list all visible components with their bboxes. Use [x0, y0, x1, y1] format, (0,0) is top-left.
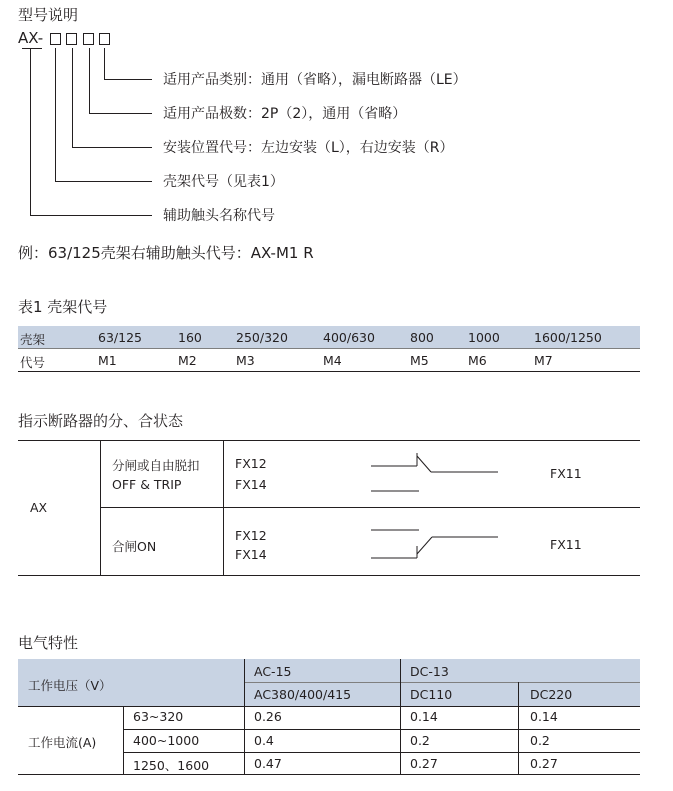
table1-title: 表1 壳架代号: [18, 298, 108, 316]
elec-row-ac: 0.4: [254, 733, 274, 748]
elec-row-dc110: 0.14: [410, 709, 438, 724]
elec-sub-ac: AC380/400/415: [254, 687, 352, 702]
elec-row-range: 63~320: [133, 709, 184, 724]
code-box-1: [50, 33, 61, 45]
t1-header-cell: 63/125: [98, 330, 142, 345]
elec-voltage-label: 工作电压（V）: [28, 678, 112, 693]
code-box-3: [83, 33, 94, 45]
t1-header-cell: 400/630: [323, 330, 375, 345]
state-row2-term2: FX14: [235, 547, 267, 562]
t1-code-cell: M6: [468, 353, 487, 368]
code-box-2: [66, 33, 77, 45]
model-heading: 型号说明: [18, 6, 79, 24]
state-title: 指示断路器的分、合状态: [18, 412, 184, 430]
elec-title: 电气特性: [18, 634, 79, 652]
contact-closed-symbol: [365, 520, 505, 570]
contact-open-symbol: [365, 450, 505, 500]
state-model-label: AX: [30, 500, 48, 515]
t1-header-cell: 800: [410, 330, 434, 345]
t1-code-cell: M5: [410, 353, 429, 368]
t1-code-cell: M1: [98, 353, 117, 368]
t1-header-cell: 250/320: [236, 330, 288, 345]
model-item-category: 适用产品类别：通用（省略），漏电断路器（LE）: [163, 72, 467, 88]
state-row1-label2: OFF & TRIP: [112, 477, 182, 492]
model-prefix: AX-: [18, 29, 44, 47]
state-row2-term3: FX11: [550, 537, 582, 552]
elec-sub-dc220: DC220: [530, 687, 573, 702]
state-row1-term3: FX11: [550, 466, 582, 481]
t1-header-cell: 壳架: [20, 332, 46, 347]
t1-header-cell: 160: [178, 330, 202, 345]
elec-row-dc110: 0.2: [410, 733, 430, 748]
elec-row-range: 1250、1600: [133, 758, 210, 773]
t1-code-cell: 代号: [20, 355, 46, 370]
state-row2-term1: FX12: [235, 528, 267, 543]
model-item-poles: 适用产品极数：2P（2），通用（省略）: [163, 106, 407, 122]
elec-ac-header: AC-15: [254, 664, 292, 679]
model-item-frame: 壳架代号（见表1）: [163, 174, 284, 190]
elec-dc-header: DC-13: [410, 664, 449, 679]
elec-row-dc110: 0.27: [410, 756, 438, 771]
elec-sub-dc110: DC110: [410, 687, 453, 702]
state-row2-label1: 合闸ON: [112, 539, 157, 554]
t1-code-cell: M7: [534, 353, 553, 368]
state-row1-term1: FX12: [235, 456, 267, 471]
elec-row-ac: 0.26: [254, 709, 282, 724]
t1-code-cell: M3: [236, 353, 255, 368]
elec-row-range: 400~1000: [133, 733, 200, 748]
model-item-position: 安装位置代号：左边安装（L），右边安装（R）: [163, 140, 454, 156]
code-box-4: [99, 33, 110, 45]
elec-row-dc220: 0.27: [530, 756, 558, 771]
t1-header-cell: 1000: [468, 330, 500, 345]
model-example: 例：63/125壳架右辅助触头代号：AX-M1 R: [18, 244, 314, 262]
elec-current-label: 工作电流(A): [28, 735, 97, 750]
state-row1-label1: 分闸或自由脱扣: [112, 458, 200, 473]
state-row1-term2: FX14: [235, 477, 267, 492]
t1-code-cell: M2: [178, 353, 197, 368]
t1-code-cell: M4: [323, 353, 342, 368]
elec-row-ac: 0.47: [254, 756, 282, 771]
elec-row-dc220: 0.2: [530, 733, 550, 748]
model-item-contact: 辅助触头名称代号: [163, 208, 275, 224]
elec-row-dc220: 0.14: [530, 709, 558, 724]
t1-header-cell: 1600/1250: [534, 330, 602, 345]
